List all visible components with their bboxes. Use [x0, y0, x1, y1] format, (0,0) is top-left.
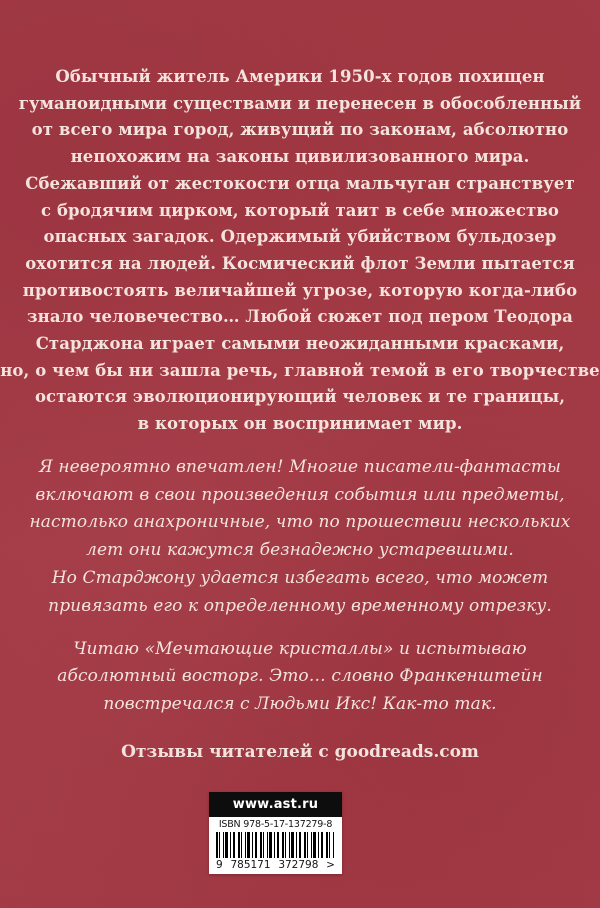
publisher-website: www.ast.ru [209, 792, 342, 817]
annotation-line: Обычный житель Америки 1950-х годов похищен [55, 67, 545, 86]
reader-quote-2 [0, 636, 600, 719]
quote-line: Читаю «Мечтающие кристаллы» и испытываю [73, 638, 527, 659]
isbn-text: ISBN 978-5-17-137279-8 [218, 819, 333, 830]
quote-line: Но Старджону удается избегать всего, что может [51, 568, 549, 589]
quote-line: повстречался с Людьми Икс! Как-то так. [103, 694, 497, 715]
ean-end-mark: > [326, 859, 335, 871]
quote-line: абсолютный восторг. Это… словно Франкенштейн [57, 666, 543, 687]
quote-line: включают в свои произведения события или предметы, [35, 484, 565, 505]
ean-group1: 785171 [230, 859, 271, 871]
annotation-line: с бродячим цирком, который таит в себе множество [40, 200, 560, 220]
annotation-line: знало человечество… Любой сюжет под пером Теодора [27, 307, 573, 327]
barcode-block [209, 792, 342, 874]
annotation-line: охотится на людей. Космический флот Земли пытается [25, 253, 575, 273]
ean-digits [216, 859, 335, 871]
annotation-line: непохожим на законы цивилизованного мира. [70, 147, 530, 167]
annotation-line: остаются эволюционирующий человек и те границы, [34, 387, 566, 407]
annotation-line: в которых он воспринимает мир. [137, 414, 463, 434]
annotation-line: противостоять величайшей угрозе, которую когда-либо [22, 280, 578, 300]
barcode-label [209, 817, 342, 874]
annotation-line: от всего мира город, живущий по законам, абсолютно [31, 120, 569, 140]
ean-group2: 372798 [278, 859, 319, 871]
barcode-image [216, 832, 335, 858]
reviews-attribution: Отзывы читателей с goodreads.com [121, 742, 479, 763]
annotation-line: но, о чем бы ни зашла речь, главной темой в его творчестве [0, 360, 600, 380]
annotation-paragraph [0, 64, 600, 438]
quote-line: лет они кажутся безнадежно устаревшими. [86, 540, 514, 561]
reader-quote-1 [0, 454, 600, 621]
annotation-line: Сбежавший от жестокости отца мальчуган странствует [25, 173, 575, 193]
quote-line: привязать его к определенному временному отрезку. [48, 595, 552, 616]
annotation-line: опасных загадок. Одержимый убийством бульдозер [43, 227, 557, 247]
annotation-line: Старджона играет самыми неожиданными красками, [35, 334, 565, 354]
quote-line: Я невероятно впечатлен! Многие писатели-фантасты [38, 456, 561, 477]
quote-line: настолько анахроничные, что по прошествии нескольких [29, 512, 571, 533]
annotation-line: гуманоидными существами и перенесен в обособленный [18, 93, 582, 113]
ean-left-digit: 9 [216, 859, 223, 871]
